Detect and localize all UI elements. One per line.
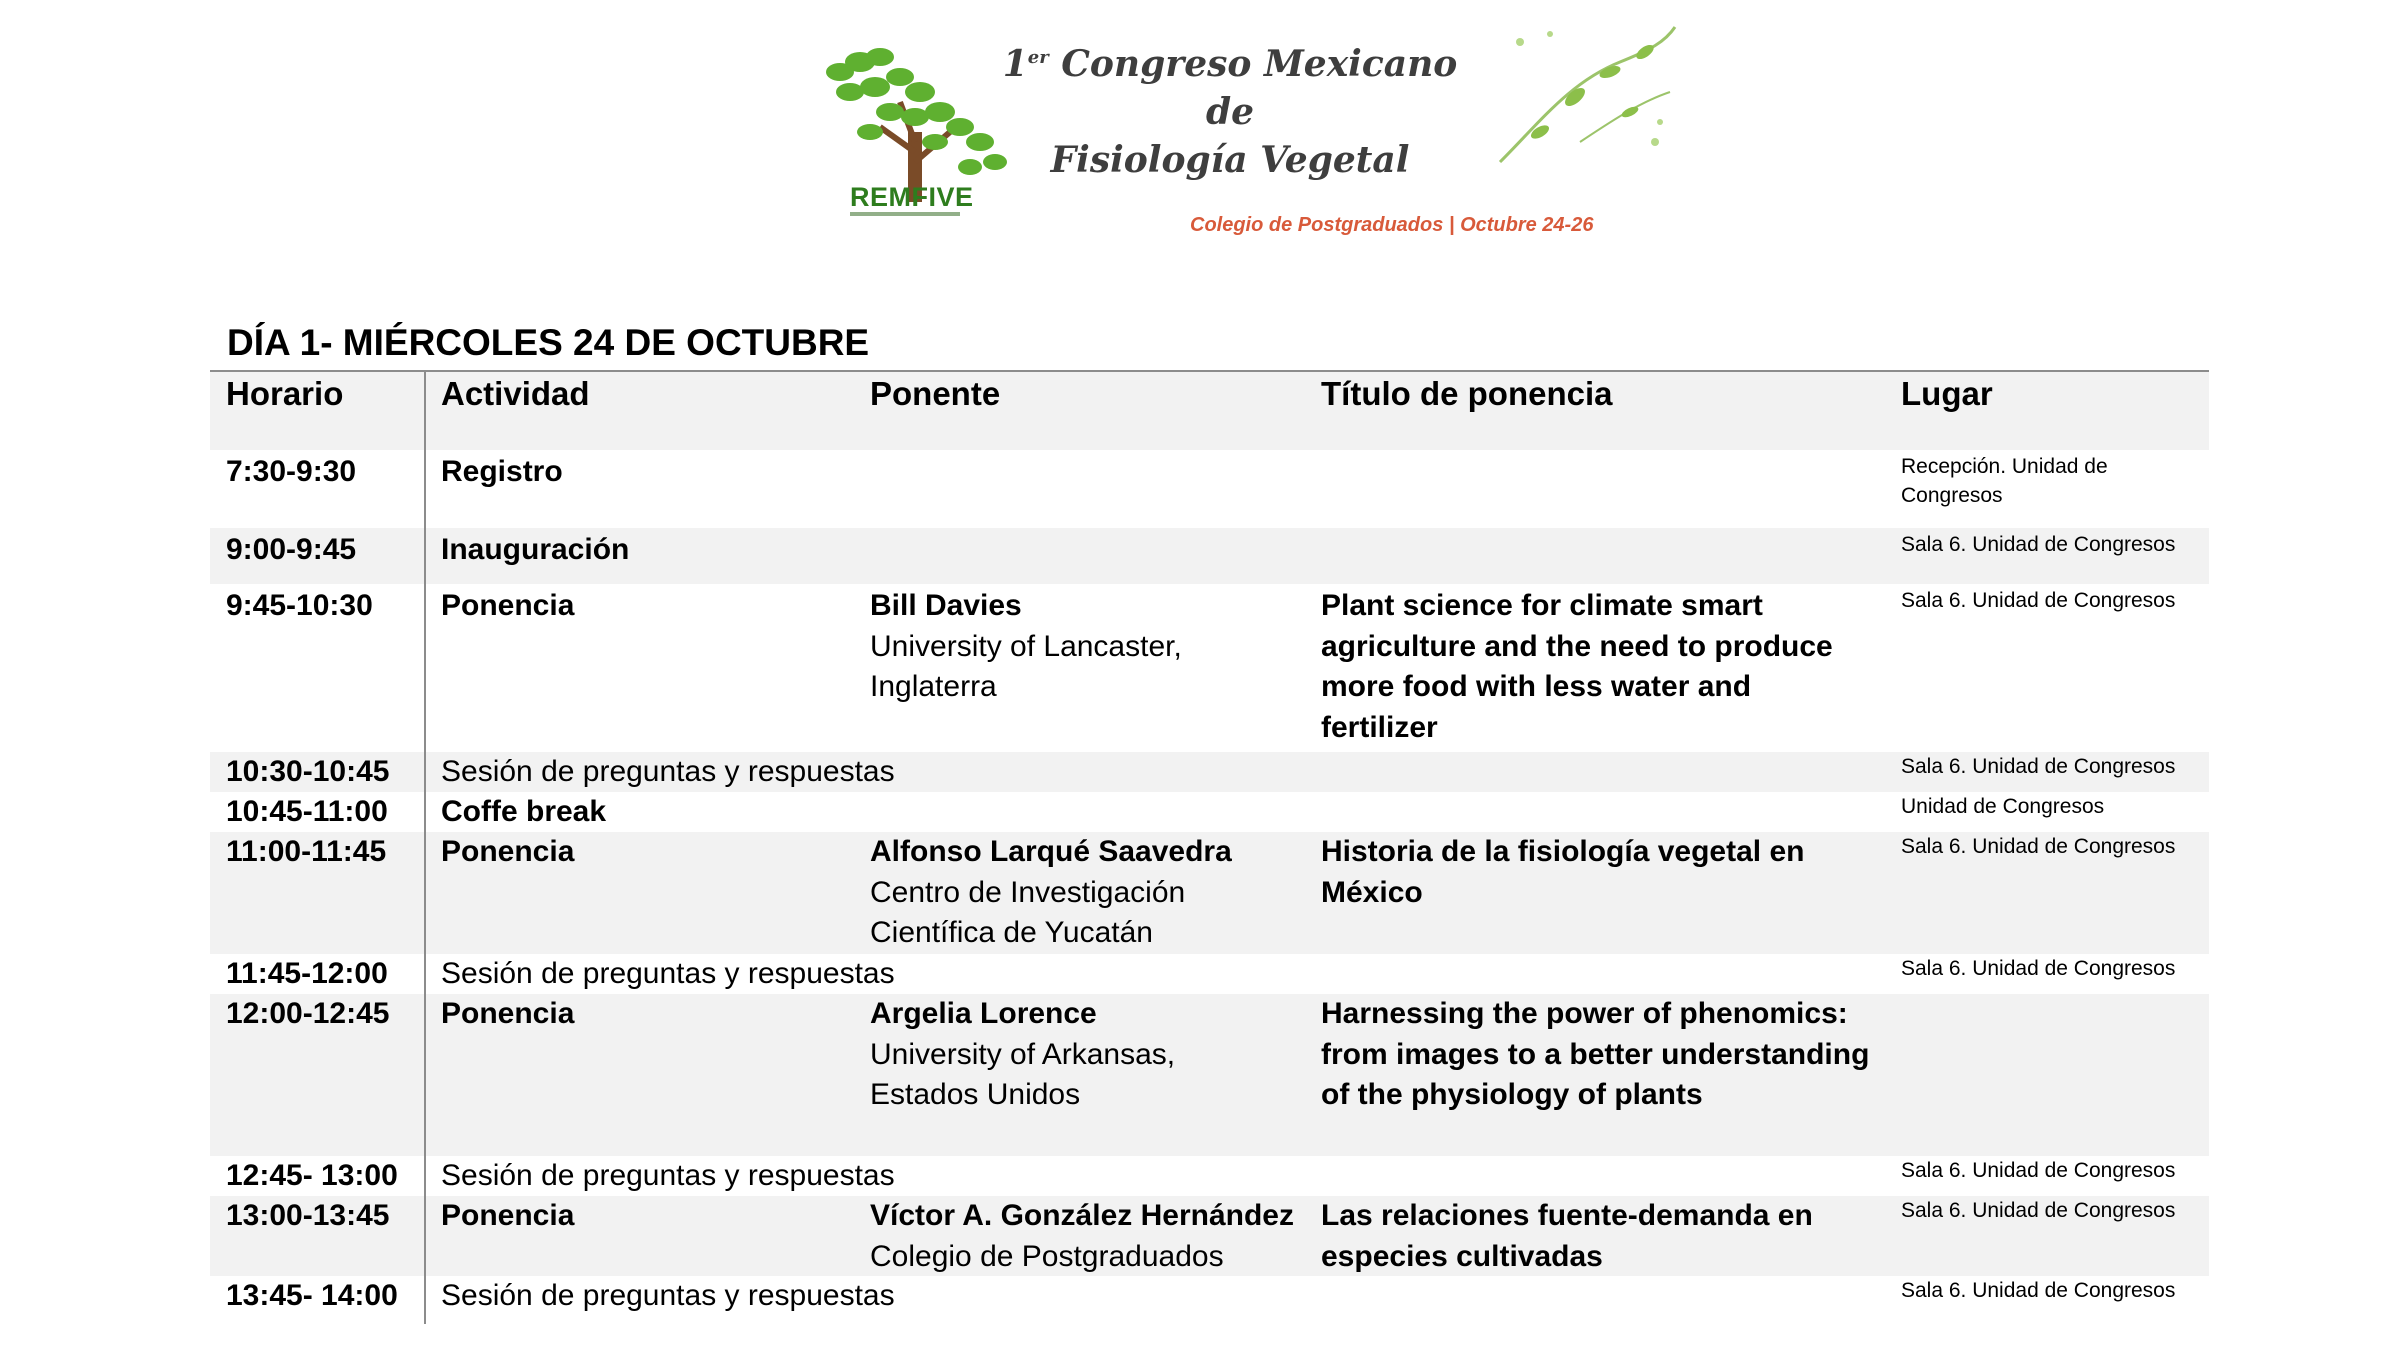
row-activity: Ponencia [441, 997, 575, 1030]
row-time: 13:00-13:45 [226, 1199, 390, 1232]
brand-name: REMFIVE [850, 182, 974, 212]
row-speaker [870, 994, 1270, 1116]
row-time: 7:30-9:30 [226, 455, 357, 488]
table-row [210, 584, 2209, 752]
conference-title [950, 34, 1510, 184]
row-activity: Sesión de preguntas y respuestas [441, 957, 895, 990]
row-place: Sala 6. Unidad de Congresos [1901, 1159, 2176, 1182]
speaker-name: Alfonso Larqué Saavedra [870, 835, 1232, 868]
row-time: 11:00-11:45 [226, 835, 387, 868]
row-activity: Registro [441, 455, 563, 488]
row-speaker [870, 586, 1270, 708]
row-activity: Coffe break [441, 795, 607, 828]
row-place: Recepción. Unidad de Congresos [1901, 455, 2108, 507]
day-heading: DÍA 1- MIÉRCOLES 24 DE OCTUBRE [227, 322, 870, 363]
table-row [210, 450, 2209, 528]
row-speaker [870, 832, 1290, 954]
row-time: 12:00-12:45 [226, 997, 390, 1030]
speaker-name: Bill Davies [870, 589, 1022, 622]
vine-decoration-icon [1480, 22, 1680, 172]
table-row [210, 954, 2209, 994]
row-time: 13:45- 14:00 [226, 1279, 398, 1312]
table-row [210, 528, 2209, 584]
header-activity: Actividad [441, 375, 590, 412]
header-place: Lugar [1901, 375, 1993, 412]
row-place: Sala 6. Unidad de Congresos [1901, 589, 2176, 612]
row-time: 9:00-9:45 [226, 533, 357, 566]
table-row [210, 792, 2209, 832]
row-place: Sala 6. Unidad de Congresos [1901, 1279, 2176, 1302]
row-talk-title: Plant science for climate smart agriculture and the need to produce more food with less water and fertilizer [1321, 589, 1833, 744]
edition-suffix: er [1027, 47, 1049, 68]
row-place: Sala 6. Unidad de Congresos [1901, 533, 2176, 556]
title-line-2: de [1205, 91, 1255, 133]
row-place: Sala 6. Unidad de Congresos [1901, 1199, 2176, 1222]
speaker-affiliation: Colegio de Postgraduados [870, 1239, 1224, 1273]
row-place: Sala 6. Unidad de Congresos [1901, 957, 2176, 980]
speaker-name: Víctor A. González Hernández [870, 1199, 1294, 1232]
conference-subtitle: Colegio de Postgraduados | Octubre 24-26 [1190, 214, 1594, 236]
title-line-3: Fisiología Vegetal [1050, 139, 1410, 181]
table-row [210, 752, 2209, 792]
speaker-affiliation: Centro de Investigación Científica de Yucatán [870, 875, 1186, 949]
table-row [210, 832, 2209, 954]
row-talk-title: Las relaciones fuente-demanda en especies cultivadas [1321, 1199, 1813, 1273]
row-activity: Ponencia [441, 589, 575, 622]
header-speaker: Ponente [870, 375, 1001, 412]
header-time: Horario [226, 375, 344, 412]
table-row [210, 1196, 2209, 1276]
table-row [210, 994, 2209, 1156]
row-place: Unidad de Congresos [1901, 795, 2105, 818]
row-talk-title: Harnessing the power of phenomics: from images to a better understanding of the physiology of plants [1321, 997, 1870, 1111]
row-time: 9:45-10:30 [226, 589, 373, 622]
column-divider [424, 370, 426, 1324]
row-time: 11:45-12:00 [226, 957, 388, 990]
row-place: Sala 6. Unidad de Congresos [1901, 835, 2176, 858]
brand-underline [850, 212, 960, 216]
edition-number: 1 [1002, 43, 1028, 85]
table-header-row [210, 370, 2209, 450]
row-activity: Sesión de preguntas y respuestas [441, 755, 895, 788]
row-place: Sala 6. Unidad de Congresos [1901, 755, 2176, 778]
row-activity: Ponencia [441, 835, 575, 868]
speaker-affiliation: University of Lancaster, Inglaterra [870, 629, 1182, 703]
title-line-1: Congreso Mexicano [1048, 43, 1458, 85]
row-activity: Sesión de preguntas y respuestas [441, 1279, 895, 1312]
row-talk-title: Historia de la fisiología vegetal en México [1321, 835, 1805, 909]
table-row [210, 1156, 2209, 1196]
row-speaker [870, 1196, 1310, 1277]
speaker-name: Argelia Lorence [870, 997, 1097, 1030]
speaker-affiliation: University of Arkansas, Estados Unidos [870, 1037, 1176, 1111]
table-top-rule [210, 370, 2209, 372]
table-row [210, 1276, 2209, 1324]
conference-banner [820, 22, 1680, 252]
header-talk-title: Título de ponencia [1321, 375, 1613, 412]
row-activity: Inauguración [441, 533, 630, 566]
row-time: 10:45-11:00 [226, 795, 388, 828]
row-time: 12:45- 13:00 [226, 1159, 398, 1192]
row-activity: Sesión de preguntas y respuestas [441, 1159, 895, 1192]
row-time: 10:30-10:45 [226, 755, 390, 788]
row-activity: Ponencia [441, 1199, 575, 1232]
